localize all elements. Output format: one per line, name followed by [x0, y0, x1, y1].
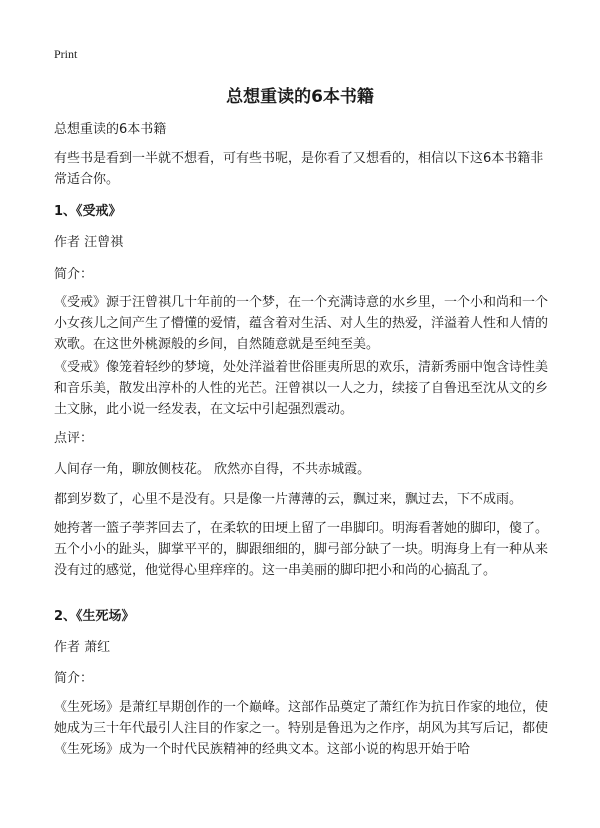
book-comment-label: 点评：	[54, 431, 94, 446]
book-author: 作者 萧红	[54, 640, 111, 655]
document-title: 总想重读的6本书籍	[226, 87, 374, 107]
book-intro-label: 简介：	[54, 267, 94, 282]
book-comment: 人间存一角，聊放侧枝花。 欣然亦自得，不共赤城霞。	[54, 462, 371, 477]
book-author: 作者 汪曾祺	[54, 235, 124, 250]
book-summary-paragraph: 《受戒》源于汪曾祺几十年前的一个梦，在一个充满诗意的水乡里，一个小和尚和一个小女孩儿之间产生了懵懂的爱情，蕴含着对生活、对人生的热爱，洋溢着人性和人情的欢歌。在这世外桃源般的乡间，自然随意就是至纯至美。	[54, 295, 549, 352]
book-intro-label: 简介：	[54, 671, 94, 686]
intro-paragraph: 有些书是看到一半就不想看，可有些书呢，是你看了又想看的，相信以下这6本书籍非常适合你。	[54, 151, 544, 187]
book-heading: 1、《受戒》	[54, 204, 122, 219]
book-heading: 2、《生死场》	[54, 609, 135, 624]
book-comment: 她挎著一篮子荸荠回去了，在柔软的田埂上留了一串脚印。明海看著她的脚印，傻了。五个小小的趾头，脚掌平平的，脚跟细细的，脚弓部分缺了一块。明海身上有一种从来没有过的感觉，他觉得心里痒痒的。这一串美丽的脚印把小和尚的心搞乱了。	[54, 521, 549, 578]
book-summary-paragraph: 《生死场》是萧红早期创作的一个巅峰。这部作品奠定了萧红作为抗日作家的地位，使她成为三十年代最引人注目的作家之一。特别是鲁迅为之作序，胡风为其写后记，都使《生死场》成为一个时代民族精神的经典文本。这部小说的构思开始于哈	[54, 700, 549, 757]
print-label: Print	[54, 47, 78, 61]
book-summary-paragraph: 《受戒》像笼着轻纱的梦境，处处洋溢着世俗匪夷所思的欢乐，清新秀丽中饱含诗性美和音乐美，散发出淳朴的人性的光芒。汪曾祺以一人之力，续接了自鲁迅至沈从文的乡土文脉，此小说一经发表，在文坛中引起强烈震动。	[54, 360, 549, 417]
book-comment: 都到岁数了，心里不是没有。只是像一片薄薄的云，飘过来，飘过去，下不成雨。	[54, 492, 523, 507]
document-subtitle: 总想重读的6本书籍	[54, 122, 167, 137]
